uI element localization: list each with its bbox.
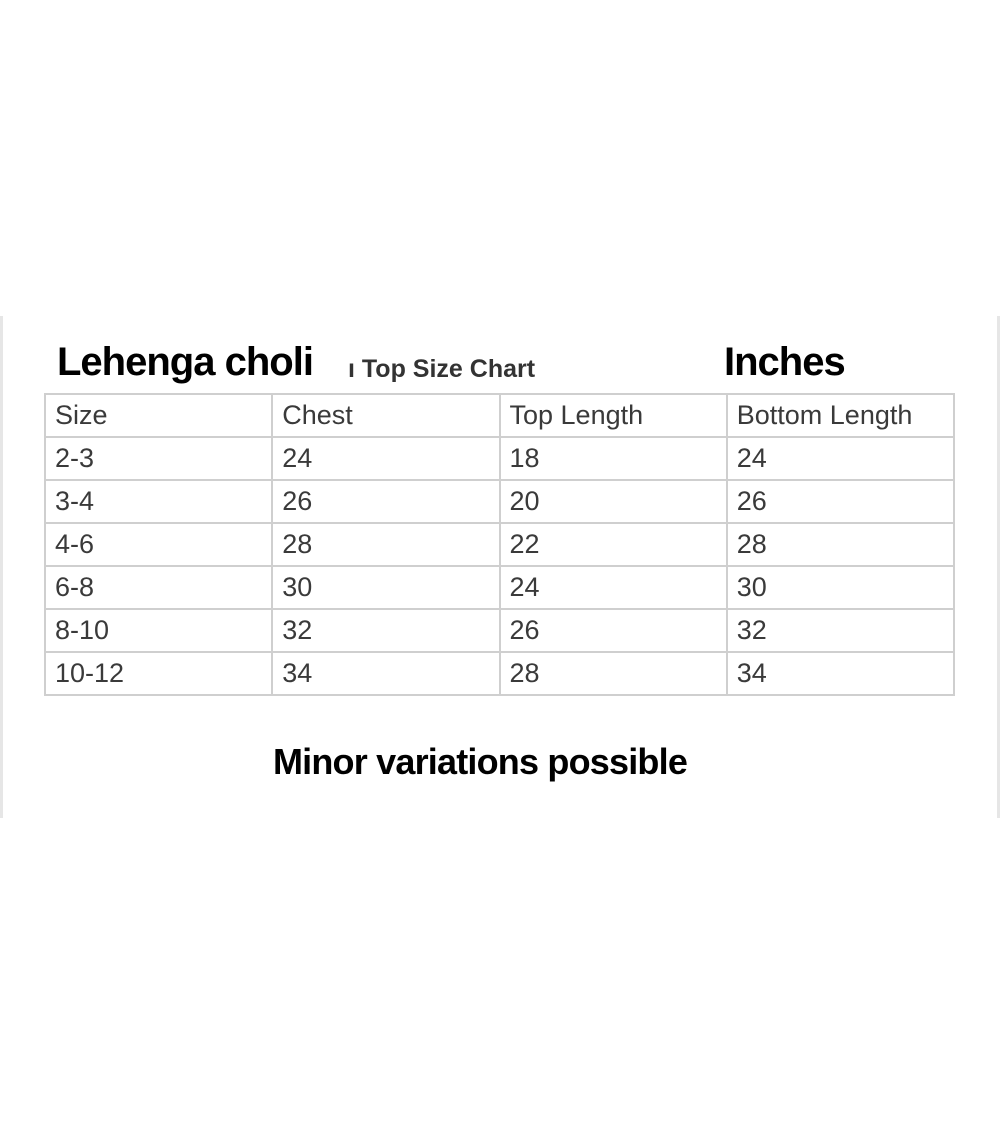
table-row xyxy=(45,480,954,523)
table-row xyxy=(45,437,954,480)
cell-top-length: 24 xyxy=(500,566,727,609)
cell-size: 6-8 xyxy=(45,566,272,609)
cell-bottom-length: 34 xyxy=(727,652,954,695)
column-header-chest: Chest xyxy=(272,394,499,437)
cell-top-length: 18 xyxy=(500,437,727,480)
table-header-row xyxy=(45,394,954,437)
cell-bottom-length: 24 xyxy=(727,437,954,480)
cell-chest: 28 xyxy=(272,523,499,566)
column-header-bottom-length: Bottom Length xyxy=(727,394,954,437)
cell-top-length: 22 xyxy=(500,523,727,566)
cell-bottom-length: 32 xyxy=(727,609,954,652)
cell-top-length: 28 xyxy=(500,652,727,695)
cell-chest: 26 xyxy=(272,480,499,523)
cell-chest: 24 xyxy=(272,437,499,480)
cell-size: 3-4 xyxy=(45,480,272,523)
table-row xyxy=(45,566,954,609)
cell-bottom-length: 28 xyxy=(727,523,954,566)
table-row xyxy=(45,523,954,566)
cell-size: 8-10 xyxy=(45,609,272,652)
cell-size: 2-3 xyxy=(45,437,272,480)
unit-label: Inches xyxy=(724,340,845,384)
size-chart-table xyxy=(44,393,955,696)
cell-chest: 34 xyxy=(272,652,499,695)
cell-top-length: 26 xyxy=(500,609,727,652)
chart-subtitle: ı Top Size Chart xyxy=(348,355,536,383)
cell-bottom-length: 26 xyxy=(727,480,954,523)
column-header-top-length: Top Length xyxy=(500,394,727,437)
cell-bottom-length: 30 xyxy=(727,566,954,609)
variation-note: Minor variations possible xyxy=(272,741,688,782)
cell-top-length: 20 xyxy=(500,480,727,523)
chart-title: Lehenga choli xyxy=(57,340,313,384)
cell-size: 10-12 xyxy=(45,652,272,695)
table-row xyxy=(45,652,954,695)
cell-chest: 32 xyxy=(272,609,499,652)
column-header-size: Size xyxy=(45,394,272,437)
cell-size: 4-6 xyxy=(45,523,272,566)
table-row xyxy=(45,609,954,652)
cell-chest: 30 xyxy=(272,566,499,609)
